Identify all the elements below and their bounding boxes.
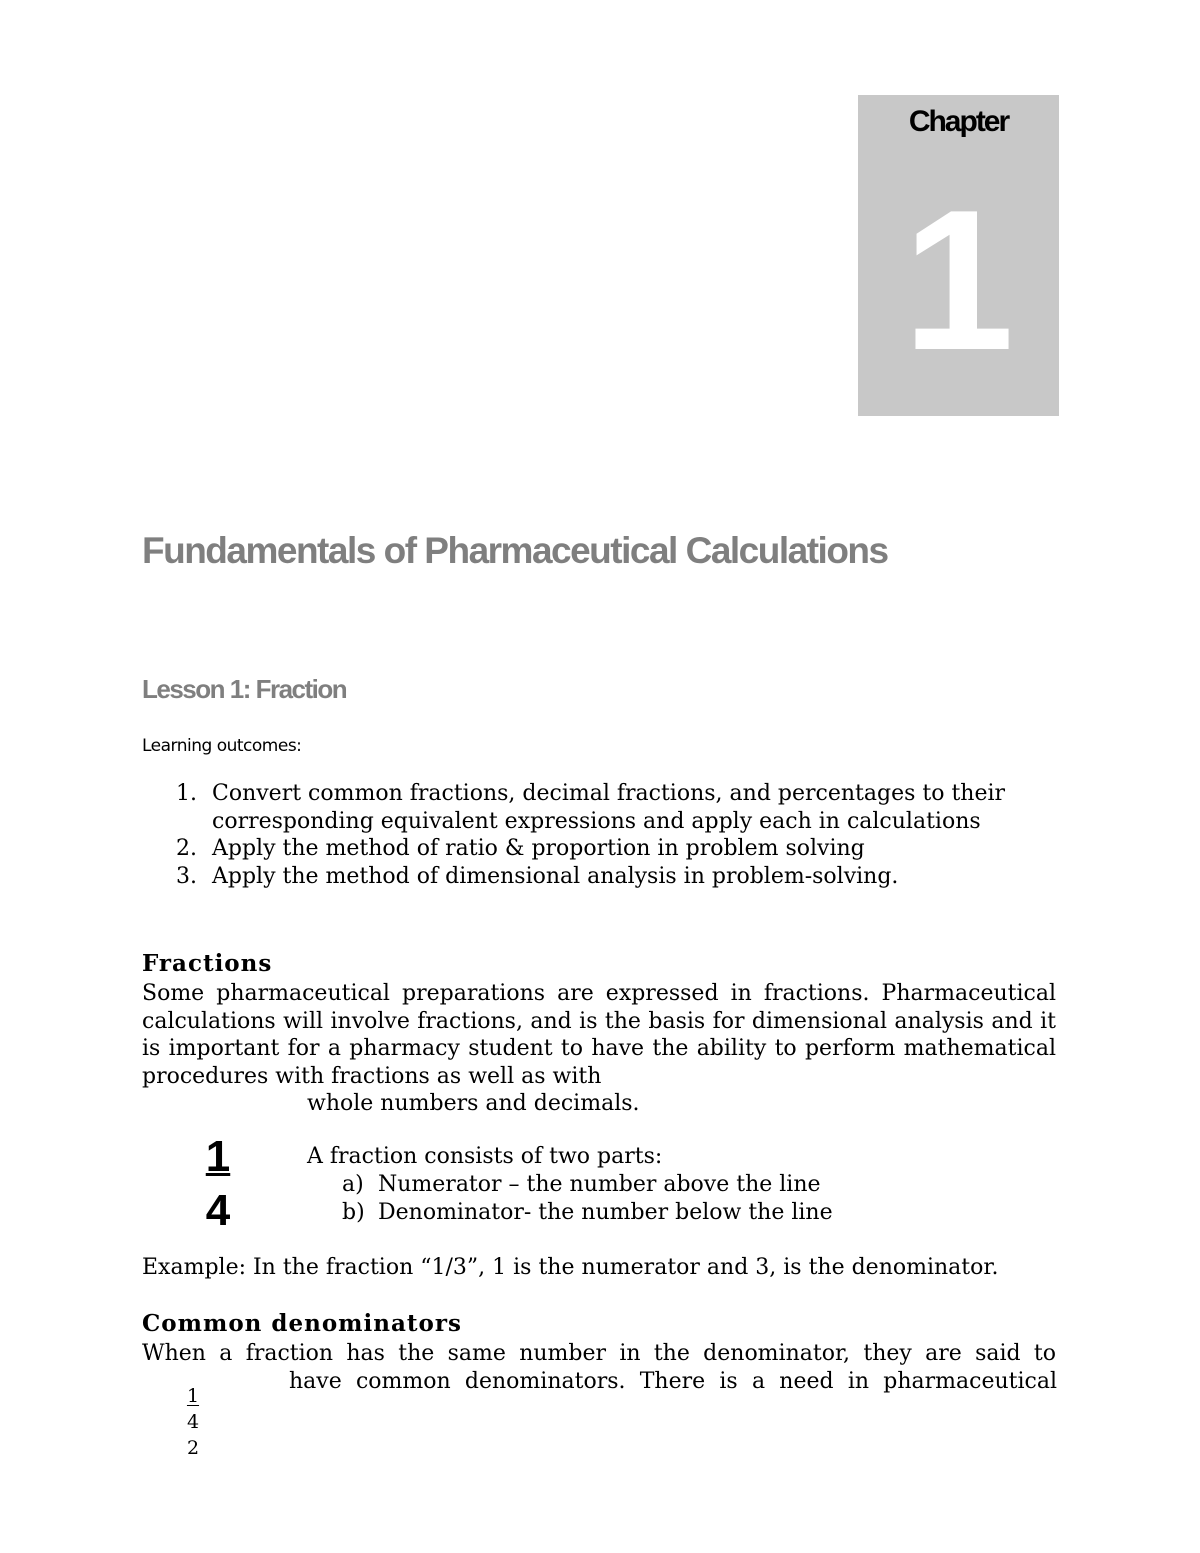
part-item bbox=[342, 1171, 833, 1199]
fraction-figure bbox=[194, 1132, 242, 1236]
part-text: Denominator- the number below the line bbox=[378, 1199, 833, 1225]
outcome-text: Apply the method of dimensional analysis in problem-solving. bbox=[212, 863, 899, 889]
chapter-label: Chapter bbox=[908, 105, 1009, 138]
outcomes-label: Learning outcomes: bbox=[142, 736, 302, 756]
part-label: a) bbox=[342, 1172, 364, 1197]
parts-list bbox=[342, 1171, 833, 1226]
small-fraction-extra: 2 bbox=[186, 1437, 200, 1459]
outcome-item bbox=[176, 835, 1016, 863]
chapter-number: 1 bbox=[902, 169, 1015, 392]
parts-intro: A fraction consists of two parts: bbox=[307, 1144, 663, 1169]
fraction-denominator: 4 bbox=[205, 1186, 231, 1235]
outcome-item bbox=[176, 863, 1016, 891]
fraction-example: Example: In the fraction “1/3”, 1 is the numerator and 3, is the denominator. bbox=[142, 1255, 999, 1280]
fractions-heading: Fractions bbox=[142, 950, 273, 977]
lesson-title: Lesson 1: Fraction bbox=[142, 674, 347, 704]
common-denominators-heading: Common denominators bbox=[142, 1310, 462, 1337]
outcome-text: Convert common fractions, decimal fractions, and percentages to their corresponding equivalent expressions and apply each in calculations bbox=[212, 781, 1006, 834]
fractions-paragraph-tail: whole numbers and decimals. bbox=[307, 1091, 640, 1116]
book-title: Fundamentals of Pharmaceutical Calculations bbox=[142, 530, 888, 571]
common-denominators-paragraph-tail: have common denominators. There is a need in pharmaceutical bbox=[289, 1369, 1057, 1394]
fractions-paragraph: Some pharmaceutical preparations are expressed in fractions. Pharmaceutical calculations will involve fractions, and is the basis for dimensional analysis and it is important for a pharmacy student to have the ability to perform mathematical procedures with fractions as well as with bbox=[142, 981, 1056, 1089]
outcome-number: 1. bbox=[176, 781, 197, 806]
part-label: b) bbox=[342, 1199, 365, 1225]
small-fraction-numerator: 1 bbox=[186, 1385, 200, 1407]
common-denominators-paragraph: When a fraction has the same number in the denominator, they are said to bbox=[142, 1341, 1056, 1366]
outcomes-list bbox=[176, 780, 1016, 890]
part-item bbox=[342, 1199, 833, 1227]
fraction-numerator: 1 bbox=[205, 1132, 231, 1181]
outcome-text: Apply the method of ratio & proportion in problem solving bbox=[212, 836, 865, 861]
small-fraction-denominator: 4 bbox=[186, 1411, 200, 1433]
outcome-number: 2. bbox=[176, 836, 197, 861]
chapter-box bbox=[858, 95, 1059, 416]
small-fraction-figure bbox=[178, 1383, 208, 1461]
part-text: Numerator – the number above the line bbox=[378, 1172, 821, 1197]
outcome-number: 3. bbox=[176, 863, 197, 889]
outcome-item bbox=[176, 780, 1016, 835]
